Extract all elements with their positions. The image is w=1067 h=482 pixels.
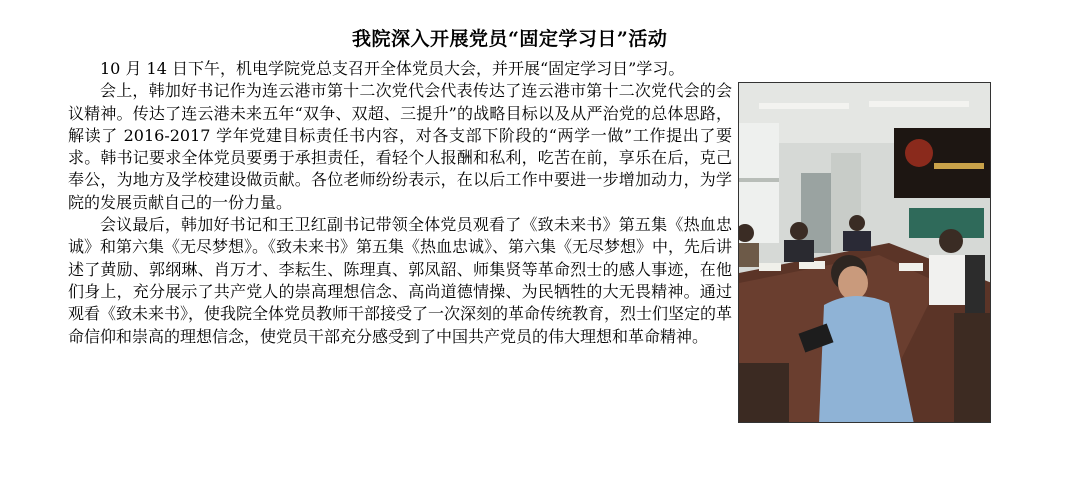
meeting-photo bbox=[738, 82, 991, 423]
paragraph-2: 会上，韩加好书记作为连云港市第十二次党代会代表传达了连云港市第十二次党代会的会议精神。传达了连云港未来五年“双争、双超、三提升”的战略目标以及从严治党的总体思路，解读了 2016-2017 学年党建目标责任书内容，对各支部下阶段的“两学一做”工作提出了要求。韩书记要求全体党员要勇于承担责任，看轻个人报酬和私利，吃苦在前，享乐在后，克己奉公，为地方及学校建设做贡献。各位老师纷纷表示，在以后工作中要进一步增加动力，为学院的发展贡献自己的一份力量。 bbox=[68, 81, 732, 212]
article-title: 我院深入开展党员“固定学习日”活动 bbox=[352, 28, 668, 50]
paragraph-1: 10 月 14 日下午，机电学院党总支召开全体党员大会，并开展“固定学习日”学习。 bbox=[100, 59, 685, 78]
meeting-photo-icon bbox=[739, 83, 991, 423]
paragraph-3: 会议最后，韩加好书记和王卫红副书记带领全体党员观看了《致未来书》第五集《热血忠诚》和第六集《无尽梦想》。《致未来书》第五集《热血忠诚》、第六集《无尽梦想》中，先后讲述了黄励、郭纲琳、肖万才、李耘生、陈理真、郭凤韶、师集贤等革命烈士的感人事迹，在他们身上，充分展示了共产党人的崇高理想信念、高尚道德情操、为民牺牲的大无畏精神。通过观看《致未来书》，使我院全体党员教师干部接受了一次深刻的革命传统教育，烈士们坚定的革命信仰和崇高的理想信念，使党员干部充分感受到了中国共产党员的伟大理想和革命精神。 bbox=[68, 215, 733, 346]
article-body bbox=[68, 58, 732, 348]
